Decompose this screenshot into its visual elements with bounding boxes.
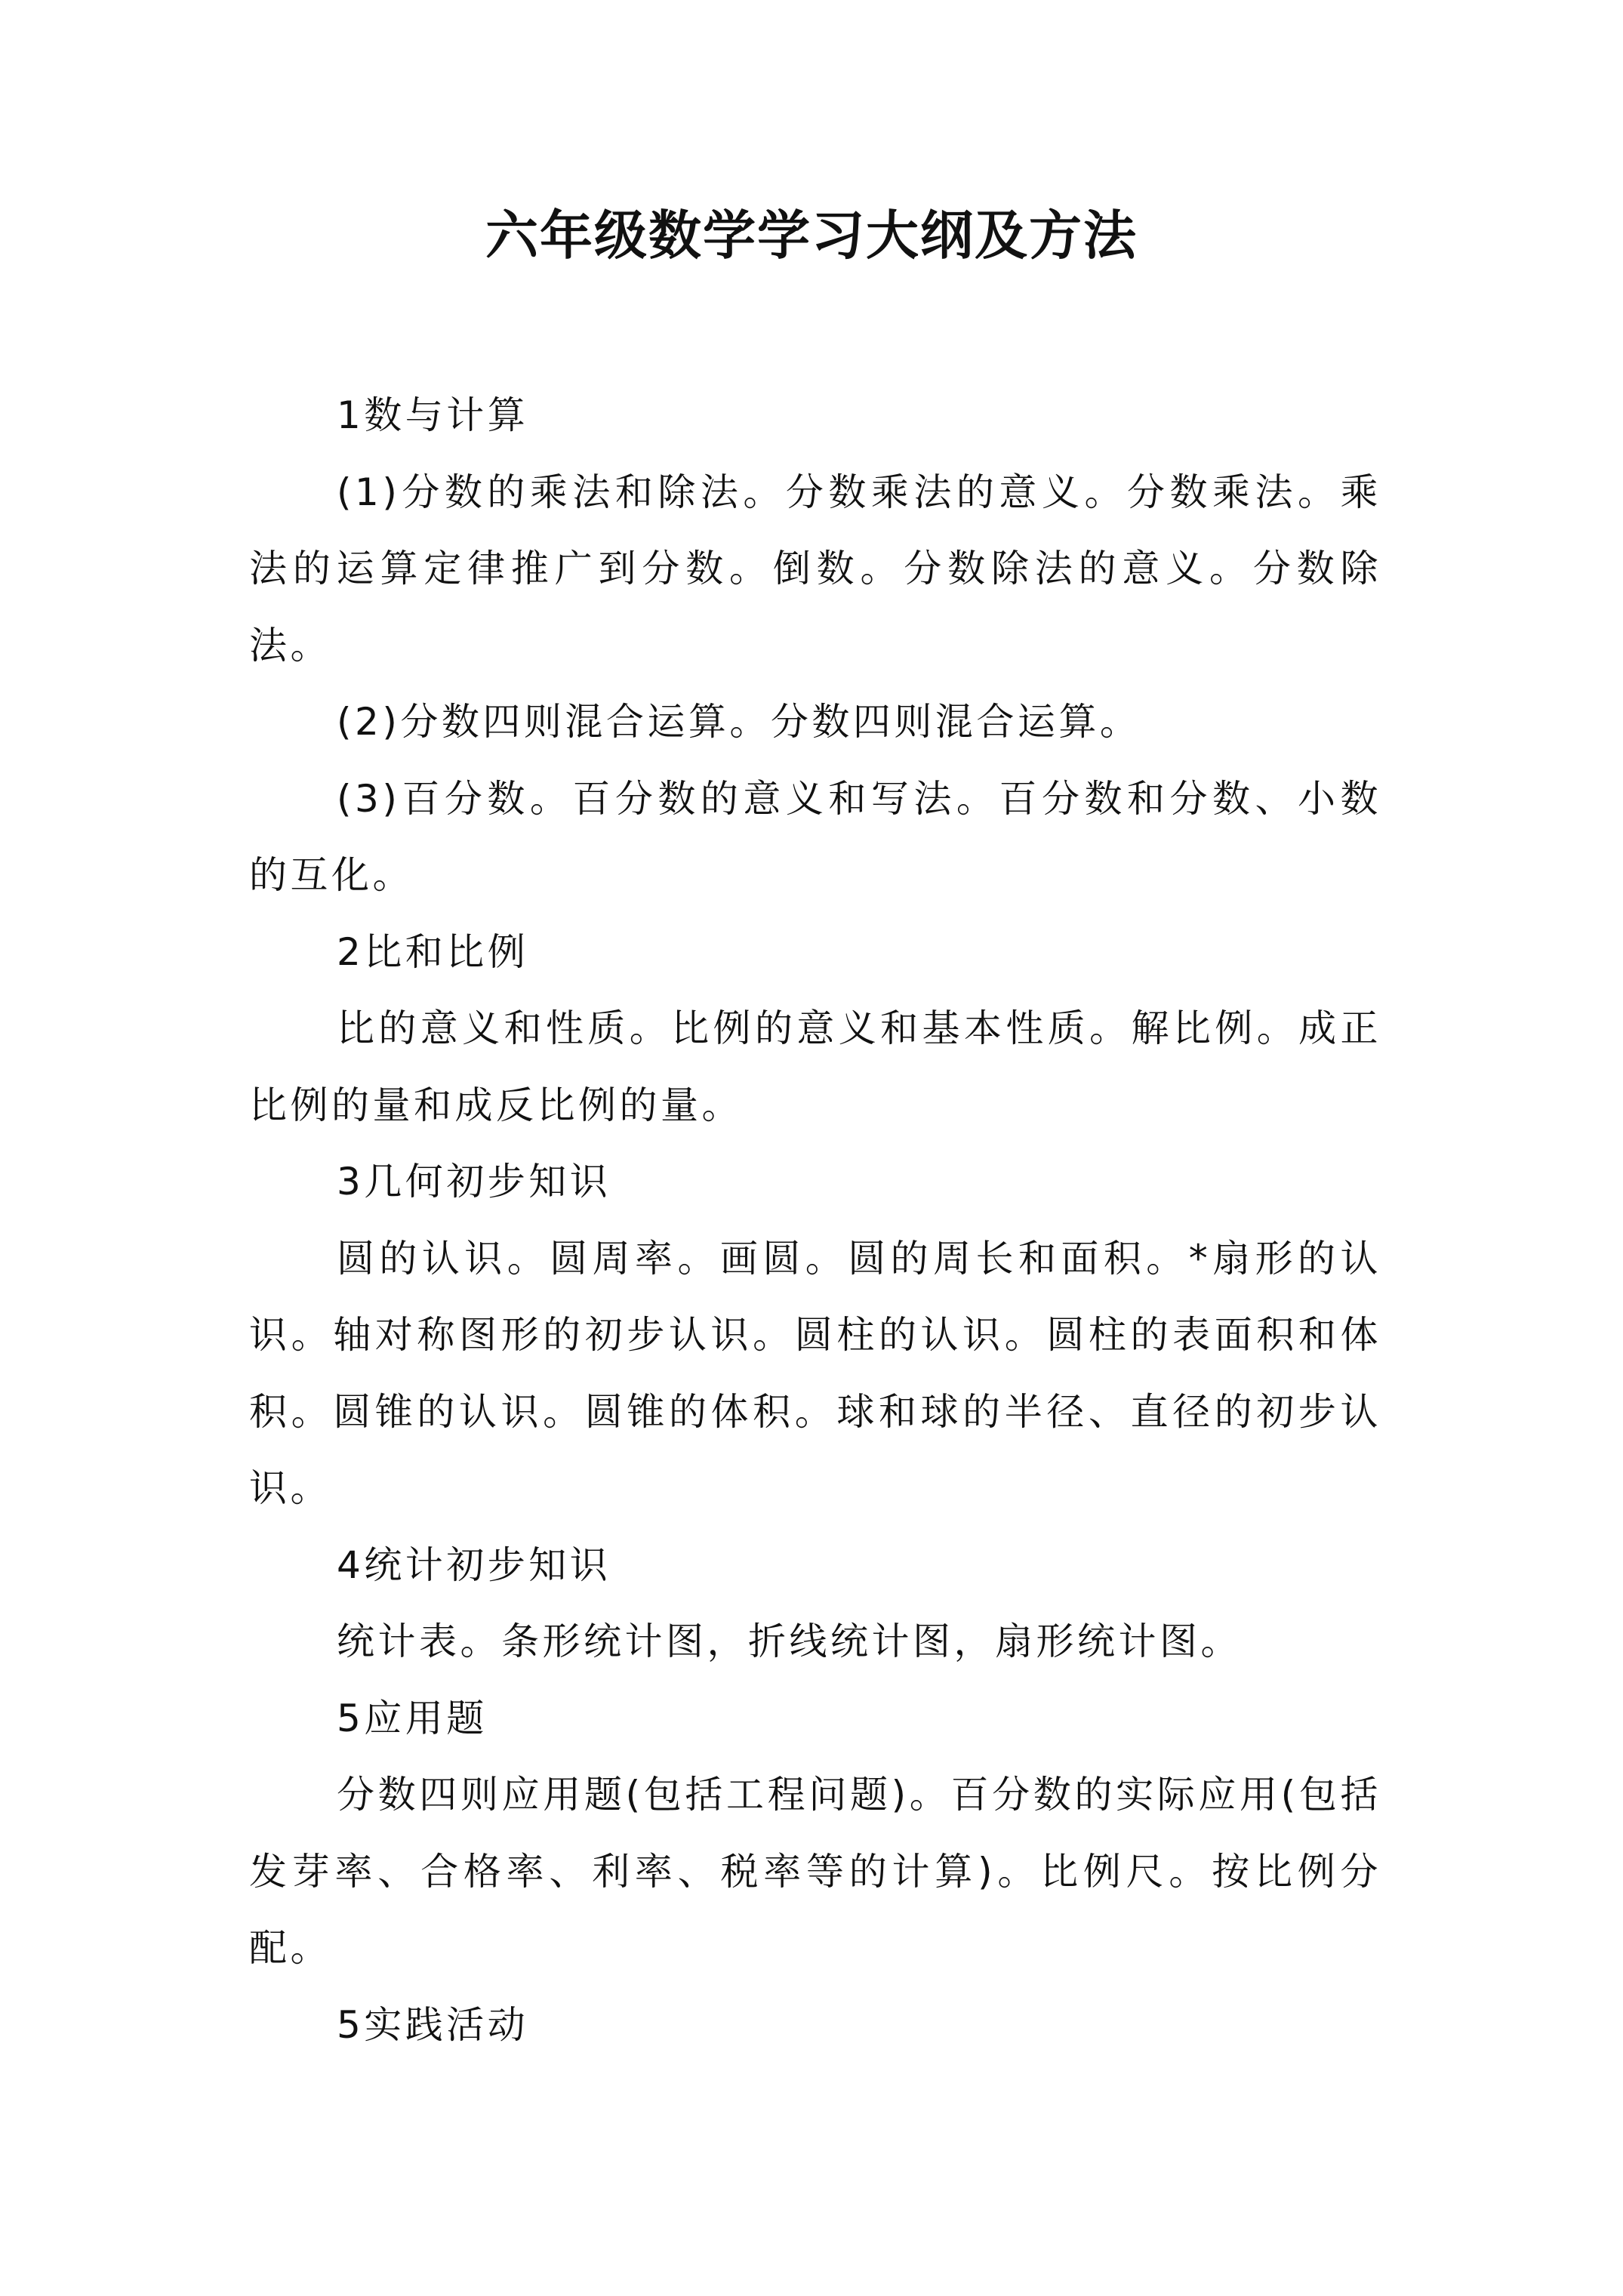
paragraph-fraction-multiplication-division: (1)分数的乘法和除法。分数乘法的意义。分数乘法。乘法的运算定律推广到分数。倒数。分数除法的意义。分数除法。: [249, 470, 1381, 667]
section-heading-statistics: 4统计初步知识: [337, 1542, 611, 1587]
paragraph-word-problems: 分数四则应用题(包括工程问题)。百分数的实际应用(包括发芽率、合格率、利率、税率等的计算)。比例尺。按比例分配。: [249, 1773, 1381, 1970]
paragraph-ratio-and-proportion: 比的意义和性质。比例的意义和基本性质。解比例。成正比例的量和成反比例的量。: [249, 1006, 1381, 1127]
section-heading-geometry: 3几何初步知识: [337, 1160, 611, 1203]
document-title: 六年级数学学习大纲及方法: [485, 204, 1138, 267]
section-heading-word-problems: 5应用题: [337, 1696, 488, 1740]
section-heading-ratio-and-proportion: 2比和比例: [337, 929, 529, 974]
paragraph-geometry: 圆的认识。圆周率。画圆。圆的周长和面积。*扇形的认识。轴对称图形的初步认识。圆柱的认识。圆柱的表面积和体积。圆锥的认识。圆锥的体积。球和球的半径、直径的初步认识。: [249, 1236, 1381, 1510]
paragraph-fraction-mixed-operations: (2)分数四则混合运算。分数四则混合运算。: [337, 700, 1141, 744]
paragraph-statistics: 统计表。条形统计图，折线统计图，扇形统计图。: [337, 1620, 1242, 1663]
section-heading-practice-activities: 5实践活动: [337, 2002, 529, 2047]
section-heading-number-and-calculation: 1数与计算: [337, 393, 529, 437]
paragraph-percentages: (3)百分数。百分数的意义和写法。百分数和分数、小数的互化。: [249, 776, 1381, 897]
document-body: [249, 378, 1381, 2063]
